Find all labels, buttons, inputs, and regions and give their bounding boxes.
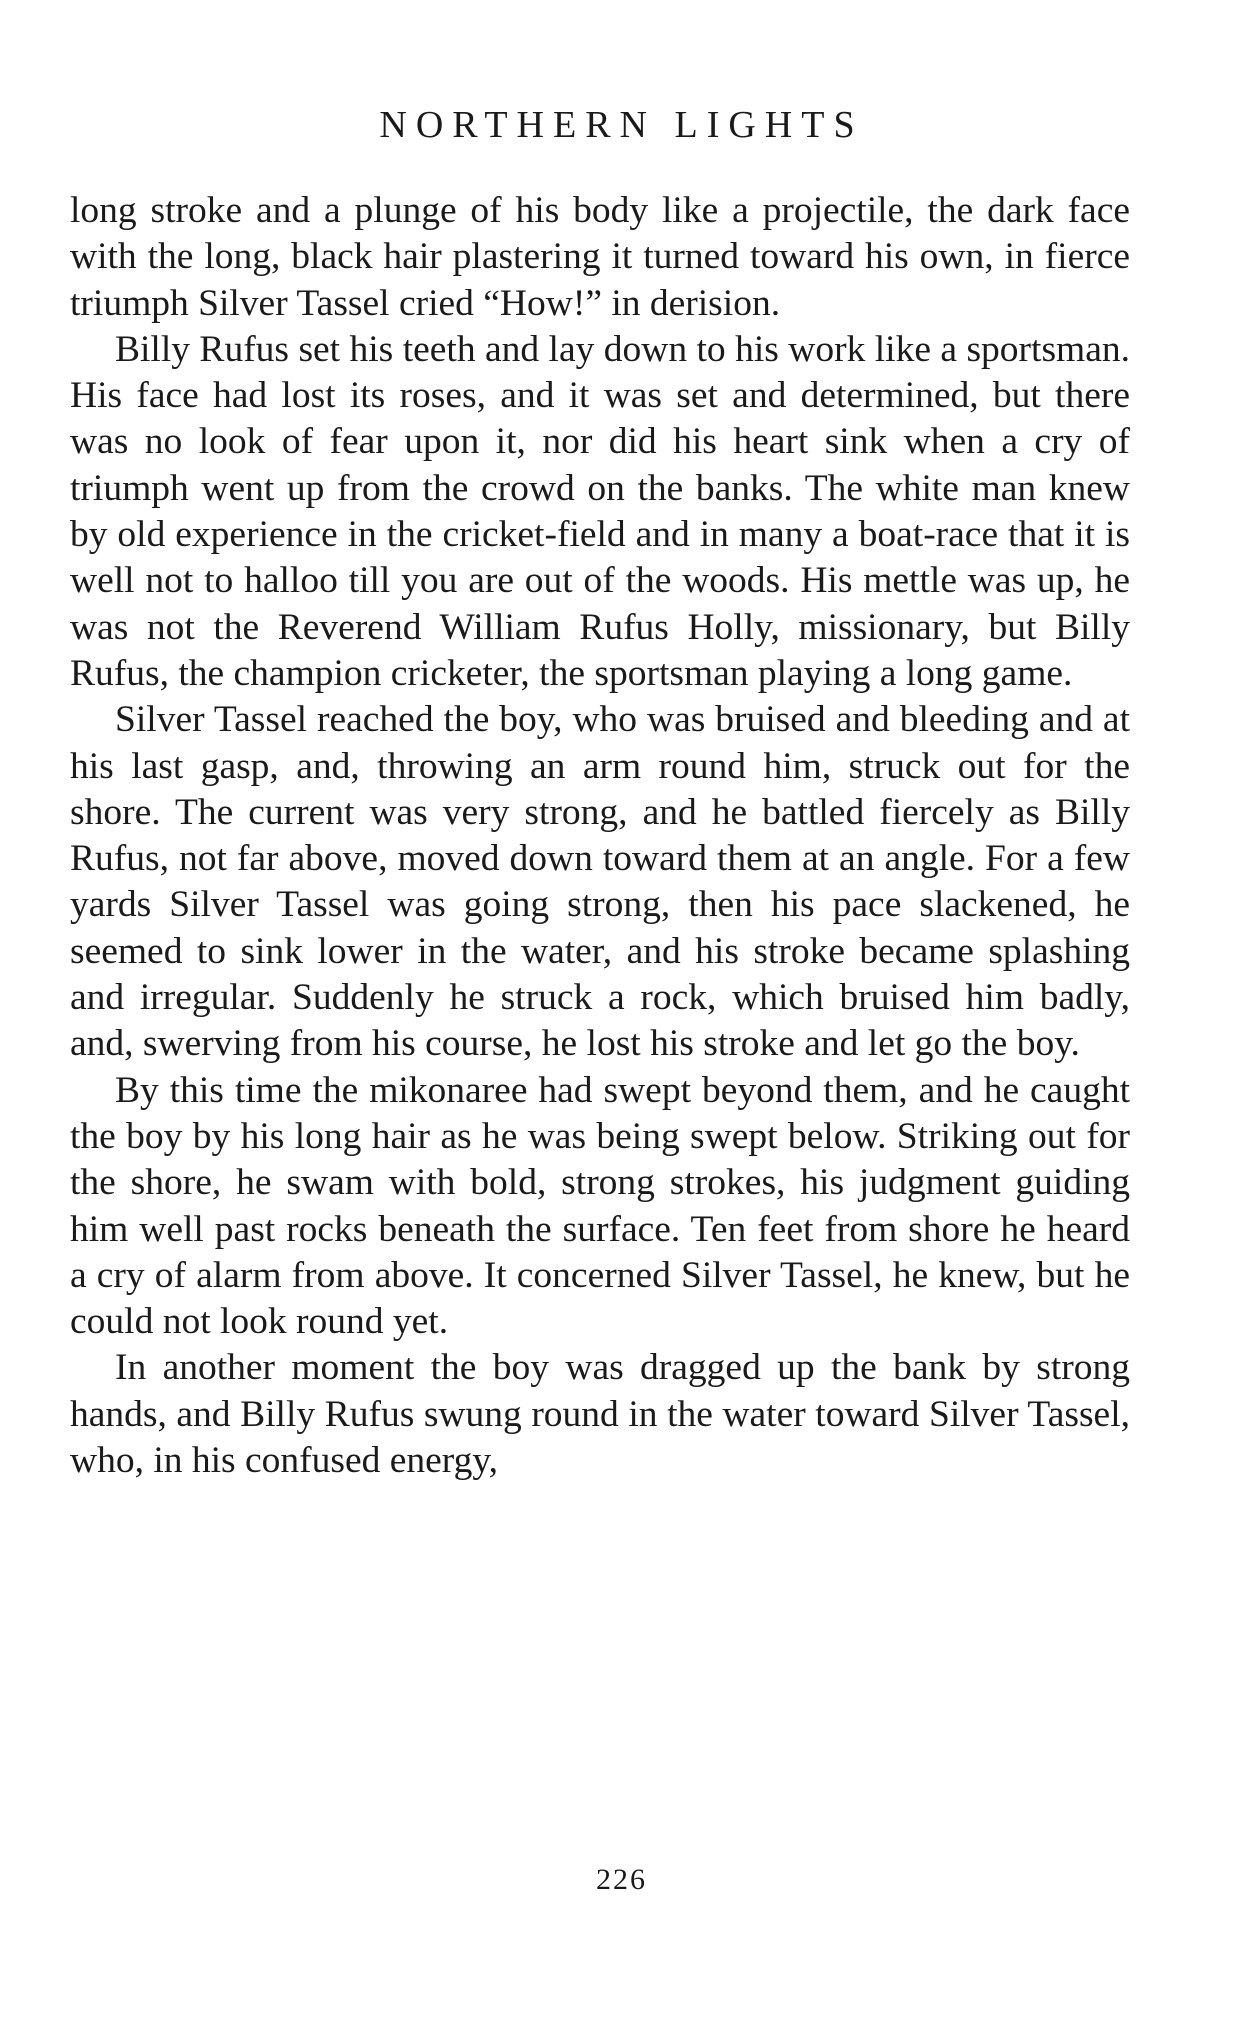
paragraph: Silver Tassel reached the boy, who was bruised and bleeding and at his last gasp, and, throwing an arm round him, struck out for the shore. The current was very strong, and he battled fiercely as Billy Rufus, not far above, moved down toward them at an angle. For a few yards Silver Tassel was going strong, then his pace slackened, he seemed to sink lower in the water, and his stroke became splashing and irregular. Suddenly he struck a rock, which bruised him badly, and, swerving from his course, he lost his stroke and let go the boy. (70, 699, 1130, 1065)
body-text (70, 188, 1130, 1484)
paragraph: In another moment the boy was dragged up the bank by strong hands, and Billy Rufus swung round in the water toward Silver Tassel, who, in his confused energy, (70, 1347, 1130, 1482)
paragraph: Billy Rufus set his teeth and lay down to his work like a sportsman. His face had lost its roses, and it was set and determined, but there was no look of fear upon it, nor did his heart sink when a cry of triumph went up from the crowd on the banks. The white man knew by old experience in the cricket-field and in many a boat-race that it is well not to halloo till you are out of the woods. His mettle was up, he was not the Reverend William Rufus Holly, missionary, but Billy Rufus, the champion cricketer, the sportsman playing a long game. (70, 328, 1130, 694)
page-number: 226 (596, 1863, 647, 1896)
paragraph: By this time the mikonaree had swept beyond them, and he caught the boy by his long hair as he was being swept below. Striking out for the shore, he swam with bold, strong strokes, his judgment guiding him well past rocks beneath the surface. Ten feet from shore he heard a cry of alarm from above. It concerned Silver Tassel, he knew, but he could not look round yet. (70, 1069, 1130, 1343)
paragraph-continued: long stroke and a plunge of his body like a projectile, the dark face with the long, black hair plastering it turned toward his own, in fierce triumph Silver Tassel cried “How!” in derision. (70, 190, 1130, 324)
running-head: NORTHERN LIGHTS (379, 104, 864, 146)
